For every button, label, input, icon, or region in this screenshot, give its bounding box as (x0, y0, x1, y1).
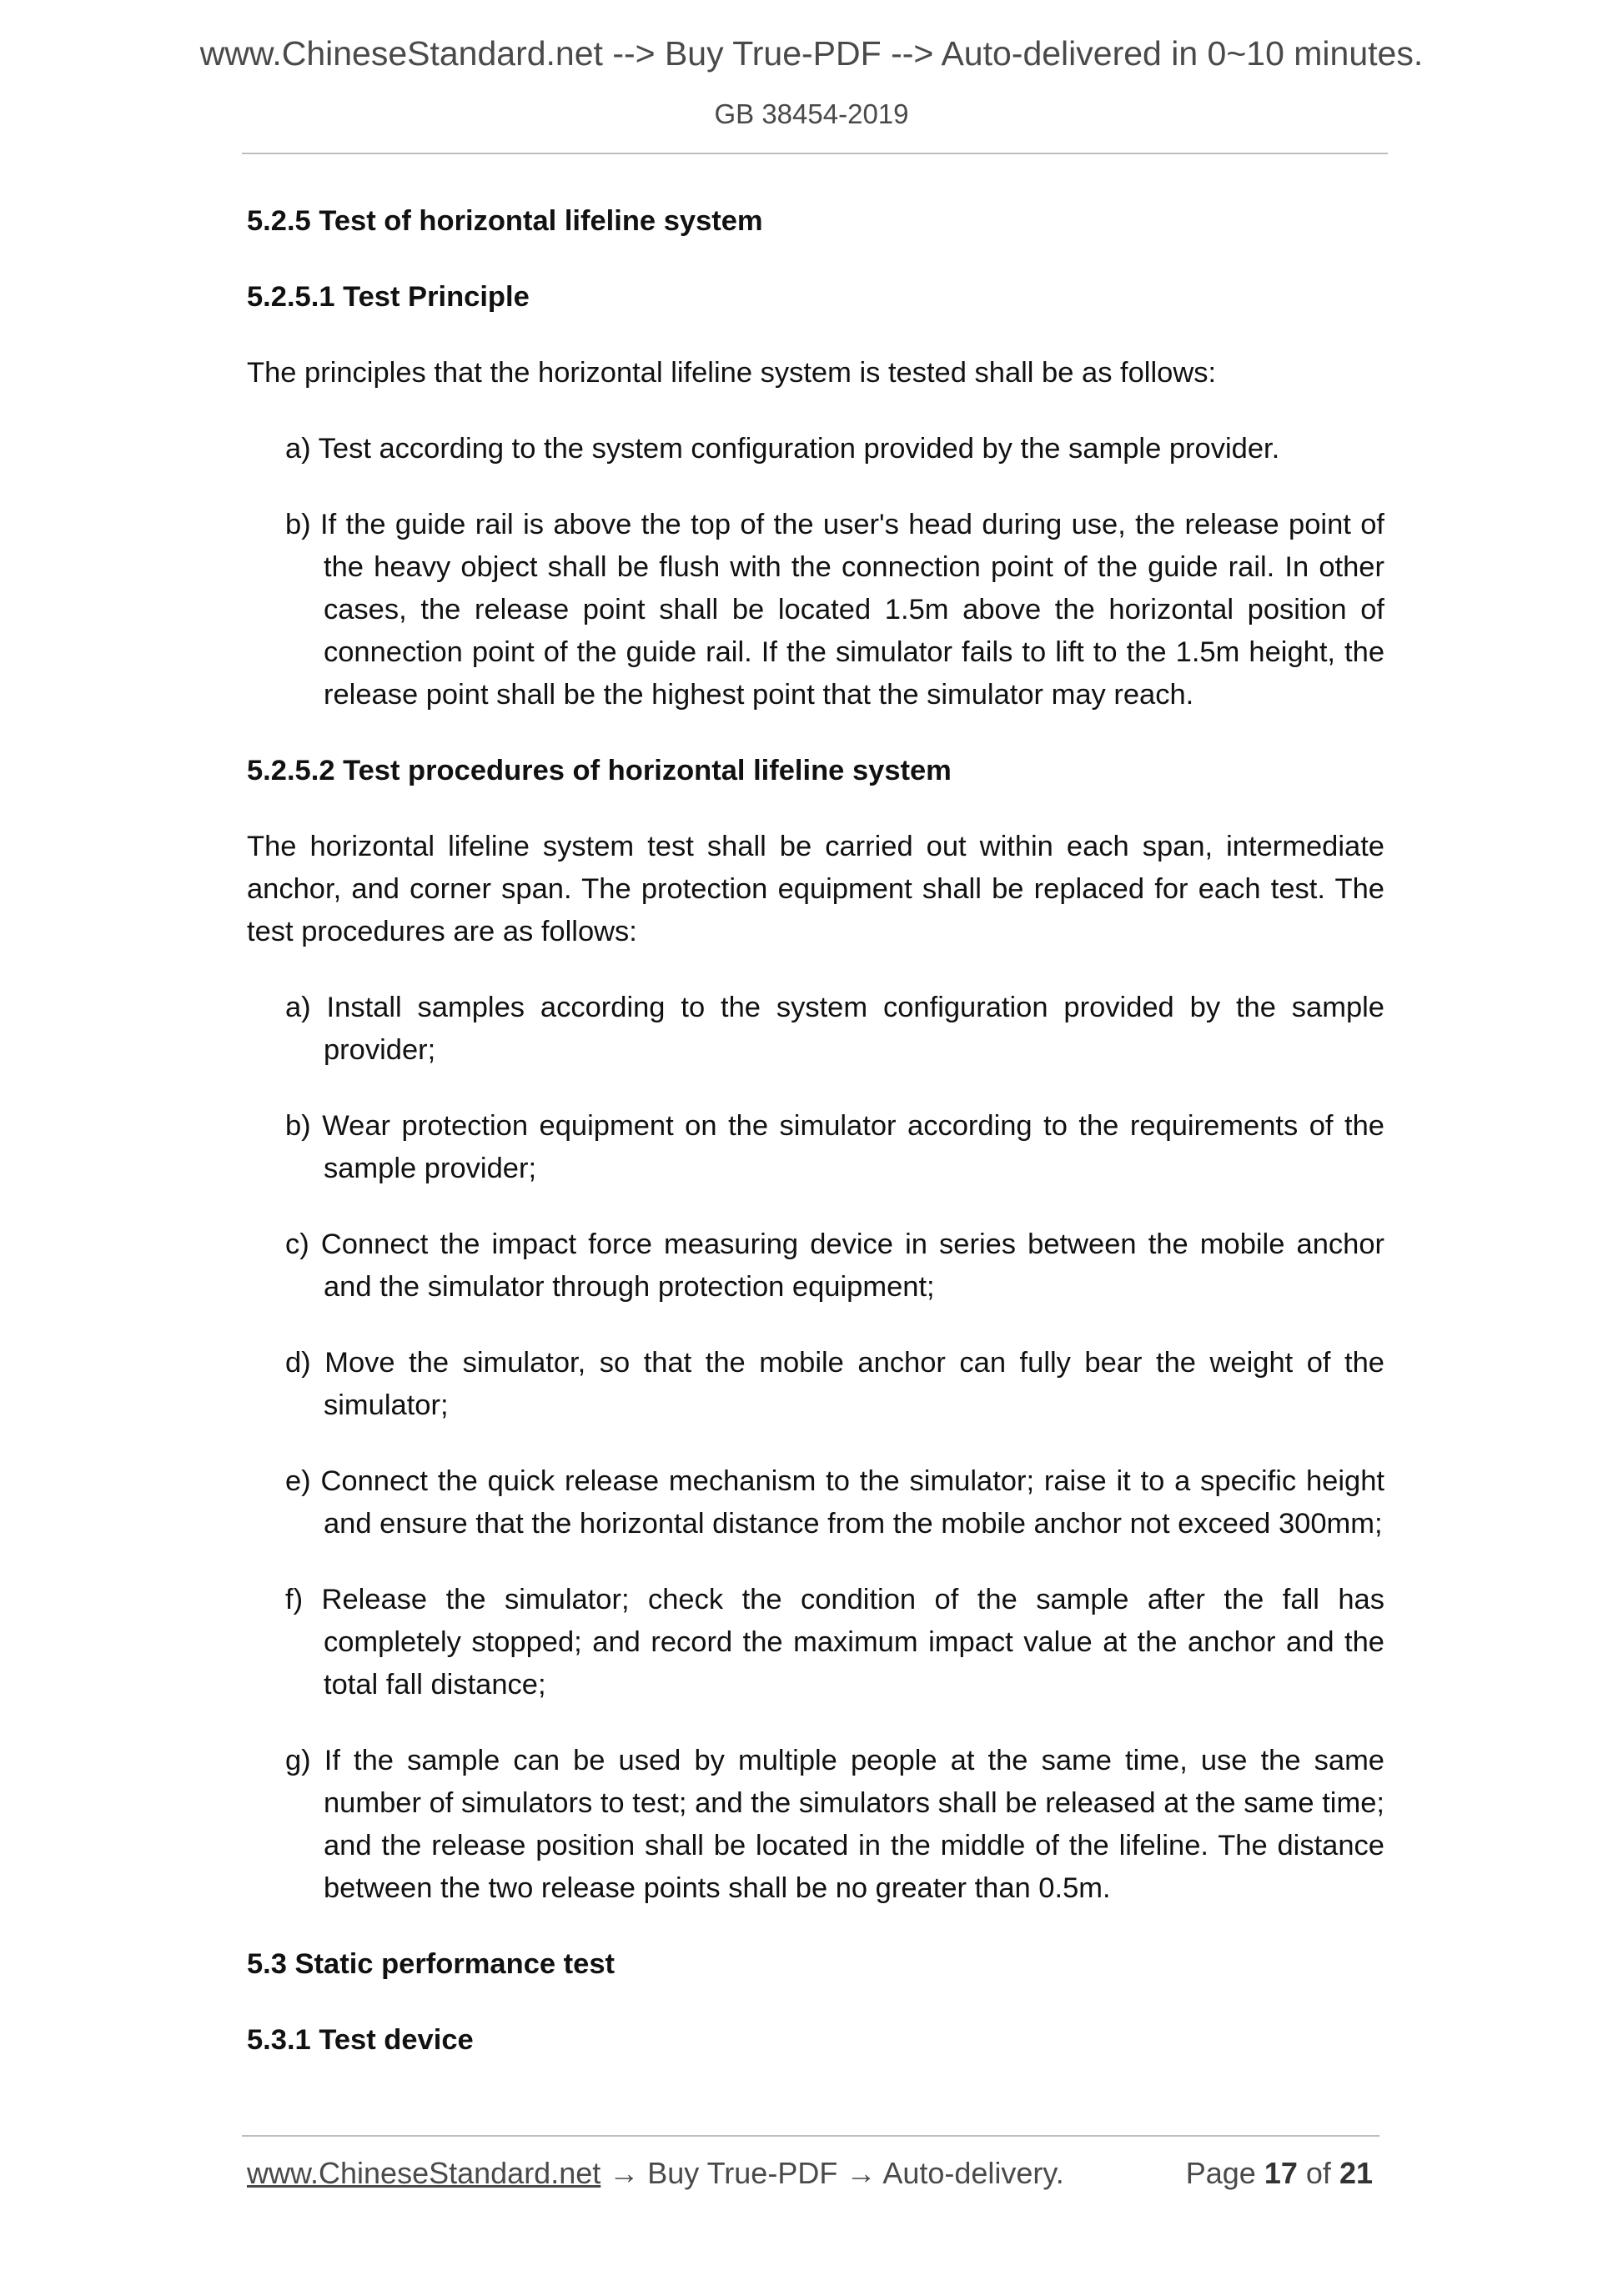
footer-site-link[interactable]: www.ChineseStandard.net (247, 2156, 601, 2190)
page-label: Page (1185, 2156, 1256, 2190)
page-content (247, 200, 1384, 2095)
paragraph-principles-intro: The principles that the horizontal lifeline system is tested shall be as follows: (247, 357, 1217, 389)
header-divider (242, 153, 1388, 154)
paragraph-procedures-intro: The horizontal lifeline system test shall be carried out within each span, intermediate anchor, and corner span. The protection equipment shall be replaced for each test. The test procedures are as follows: (247, 831, 1384, 947)
list-item-procedure-c: c) Connect the impact force measuring device in series between the mobile anchor and the simulator through protection equipment; (285, 1228, 1384, 1303)
page-current: 17 (1264, 2156, 1298, 2190)
list-item-procedure-f: f) Release the simulator; check the condition of the sample after the fall has completely stopped; and record the maximum impact value at the anchor and the total fall distance; (285, 1584, 1384, 1701)
list-item-principle-b: b) If the guide rail is above the top of the user's head during use, the release point of the heavy object shall be flush with the connection point of the guide rail. In other cases, the release point shall be located 1.5m above the horizontal position of connection point of the guide rail. If the simulator fails to lift to the 1.5m height, the release point shall be the highest point that the simulator may reach. (285, 509, 1384, 711)
page-total: 21 (1339, 2156, 1373, 2190)
section-heading-5-2-5: 5.2.5 Test of horizontal lifeline system (247, 205, 763, 237)
list-item-procedure-d: d) Move the simulator, so that the mobile anchor can fully bear the weight of the simulator; (285, 1347, 1384, 1421)
list-item-procedure-e: e) Connect the quick release mechanism to the simulator; raise it to a specific height and ensure that the horizontal distance from the mobile anchor not exceed 300mm; (285, 1465, 1384, 1540)
list-item-procedure-g: g) If the sample can be used by multiple people at the same time, use the same number of simulators to test; and the simulators shall be released at the same time; and the release position shall be located in the middle of the lifeline. The distance between the two release points shall be no greater than 0.5m. (285, 1745, 1384, 1904)
section-heading-5-3: 5.3 Static performance test (247, 1948, 616, 1980)
document-number: GB 38454-2019 (714, 98, 909, 129)
page-of: of (1305, 2156, 1331, 2190)
page-indicator (1186, 2156, 1373, 2191)
section-heading-5-3-1: 5.3.1 Test device (247, 2024, 474, 2056)
section-heading-5-2-5-2: 5.2.5.2 Test procedures of horizontal lifeline system (247, 755, 952, 786)
footer-divider (242, 2135, 1379, 2137)
section-heading-5-2-5-1: 5.2.5.1 Test Principle (247, 281, 530, 313)
list-item-principle-a: a) Test according to the system configuration provided by the sample provider. (285, 433, 1280, 465)
list-item-procedure-a: a) Install samples according to the system configuration provided by the sample provider; (285, 992, 1384, 1066)
footer-left (247, 2156, 1064, 2191)
list-item-procedure-b: b) Wear protection equipment on the simulator according to the requirements of the sample provider; (285, 1110, 1384, 1184)
header-banner: www.ChineseStandard.net --> Buy True-PDF --> Auto-delivered in 0~10 minutes. (199, 34, 1424, 73)
footer-tagline: → Buy True-PDF → Auto-delivery. (600, 2156, 1064, 2190)
